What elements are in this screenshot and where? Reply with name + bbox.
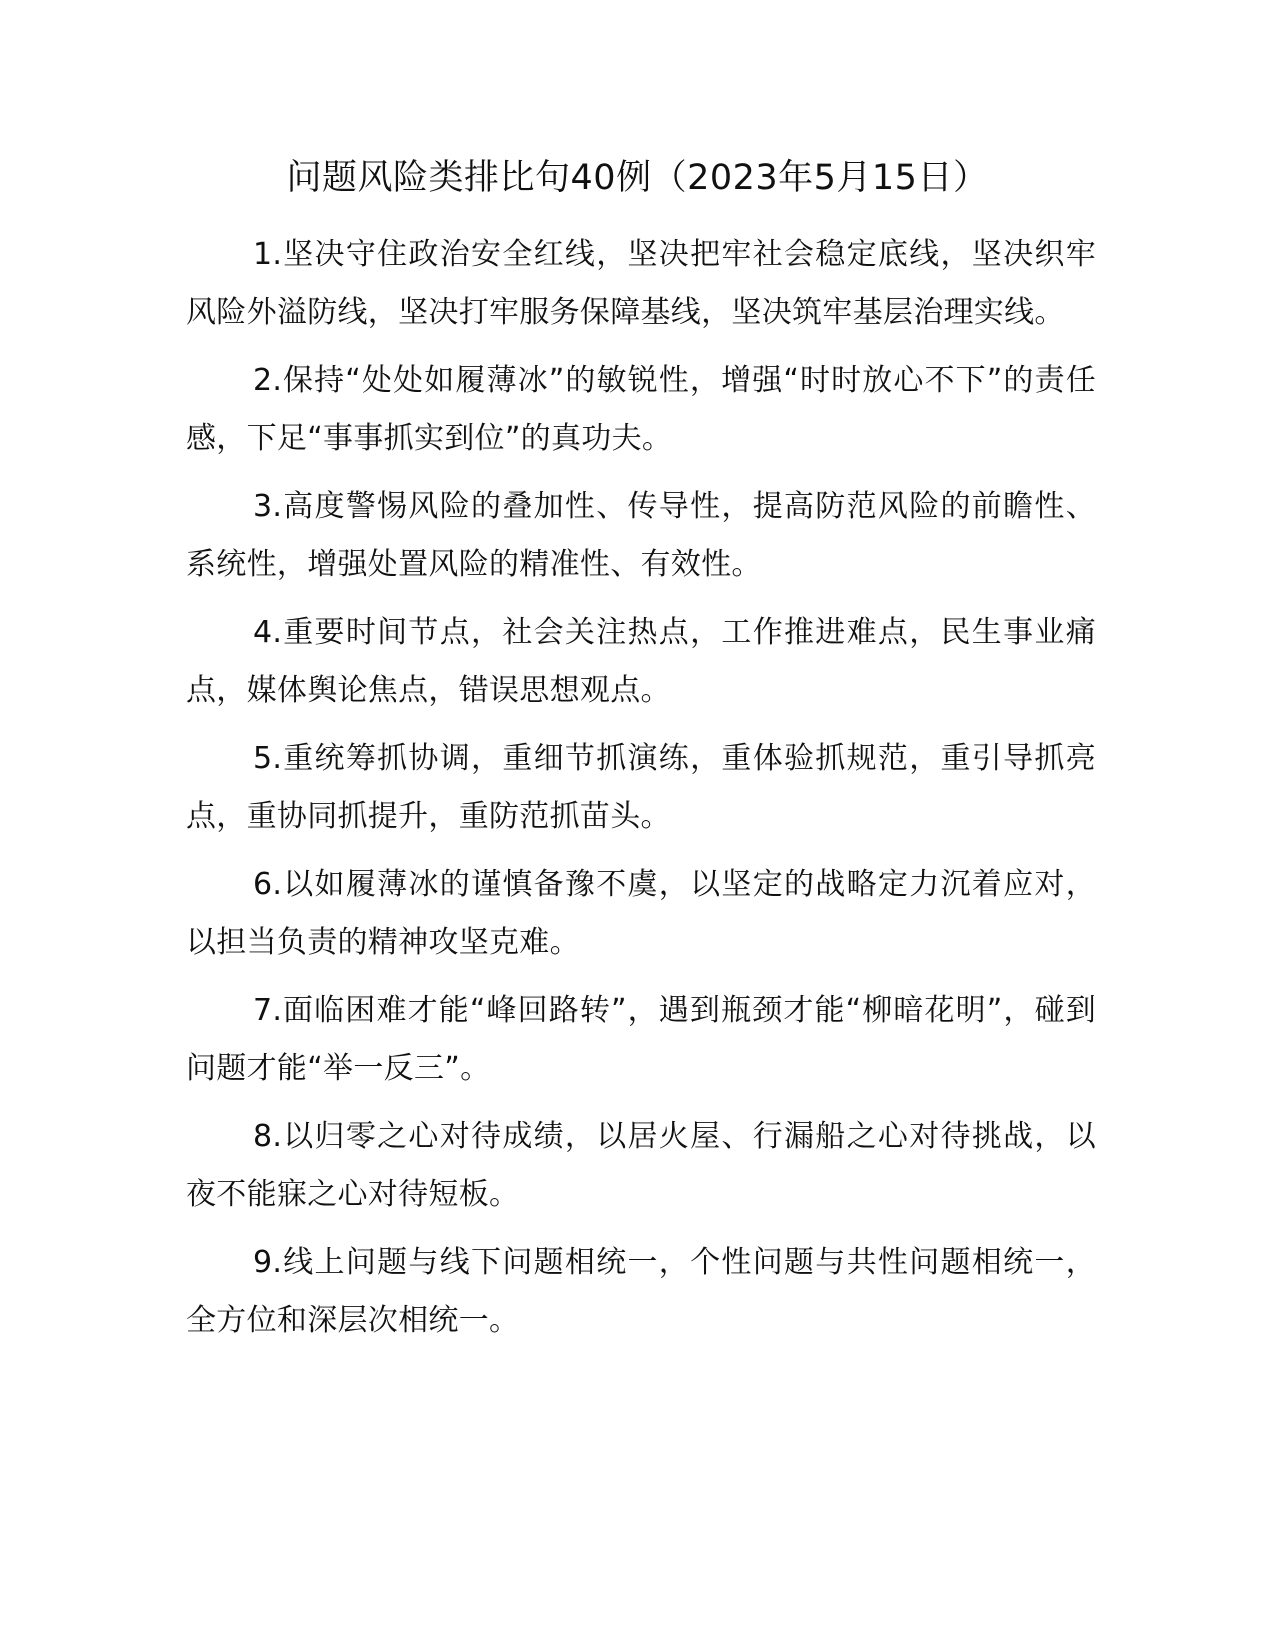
paragraph-4: 4.重要时间节点，社会关注热点，工作推进难点，民生事业痛点，媒体舆论焦点，错误思想观点。 [186,615,1096,708]
document-body [186,226,1096,1360]
document-title: 问题风险类排比句40例（2023年5月15日） [286,158,989,198]
paragraph-3: 3.高度警惕风险的叠加性、传导性，提高防范风险的前瞻性、系统性，增强处置风险的精准性、有效性。 [186,489,1096,582]
paragraph-7: 7.面临困难才能“峰回路转”，遇到瓶颈才能“柳暗花明”，碰到问题才能“举一反三”。 [186,993,1096,1086]
paragraph-2: 2.保持“处处如履薄冰”的敏锐性，增强“时时放心不下”的责任感，下足“事事抓实到位”的真功夫。 [186,363,1096,456]
paragraph-5: 5.重统筹抓协调，重细节抓演练，重体验抓规范，重引导抓亮点，重协同抓提升，重防范抓苗头。 [186,741,1096,834]
paragraph-8: 8.以归零之心对待成绩，以居火屋、行漏船之心对待挑战，以夜不能寐之心对待短板。 [186,1119,1096,1212]
paragraph-6: 6.以如履薄冰的谨慎备豫不虞，以坚定的战略定力沉着应对，以担当负责的精神攻坚克难。 [186,867,1096,960]
paragraph-9: 9.线上问题与线下问题相统一，个性问题与共性问题相统一，全方位和深层次相统一。 [186,1245,1096,1338]
paragraph-1: 1.坚决守住政治安全红线，坚决把牢社会稳定底线，坚决织牢风险外溢防线，坚决打牢服务保障基线，坚决筑牢基层治理实线。 [186,237,1096,330]
